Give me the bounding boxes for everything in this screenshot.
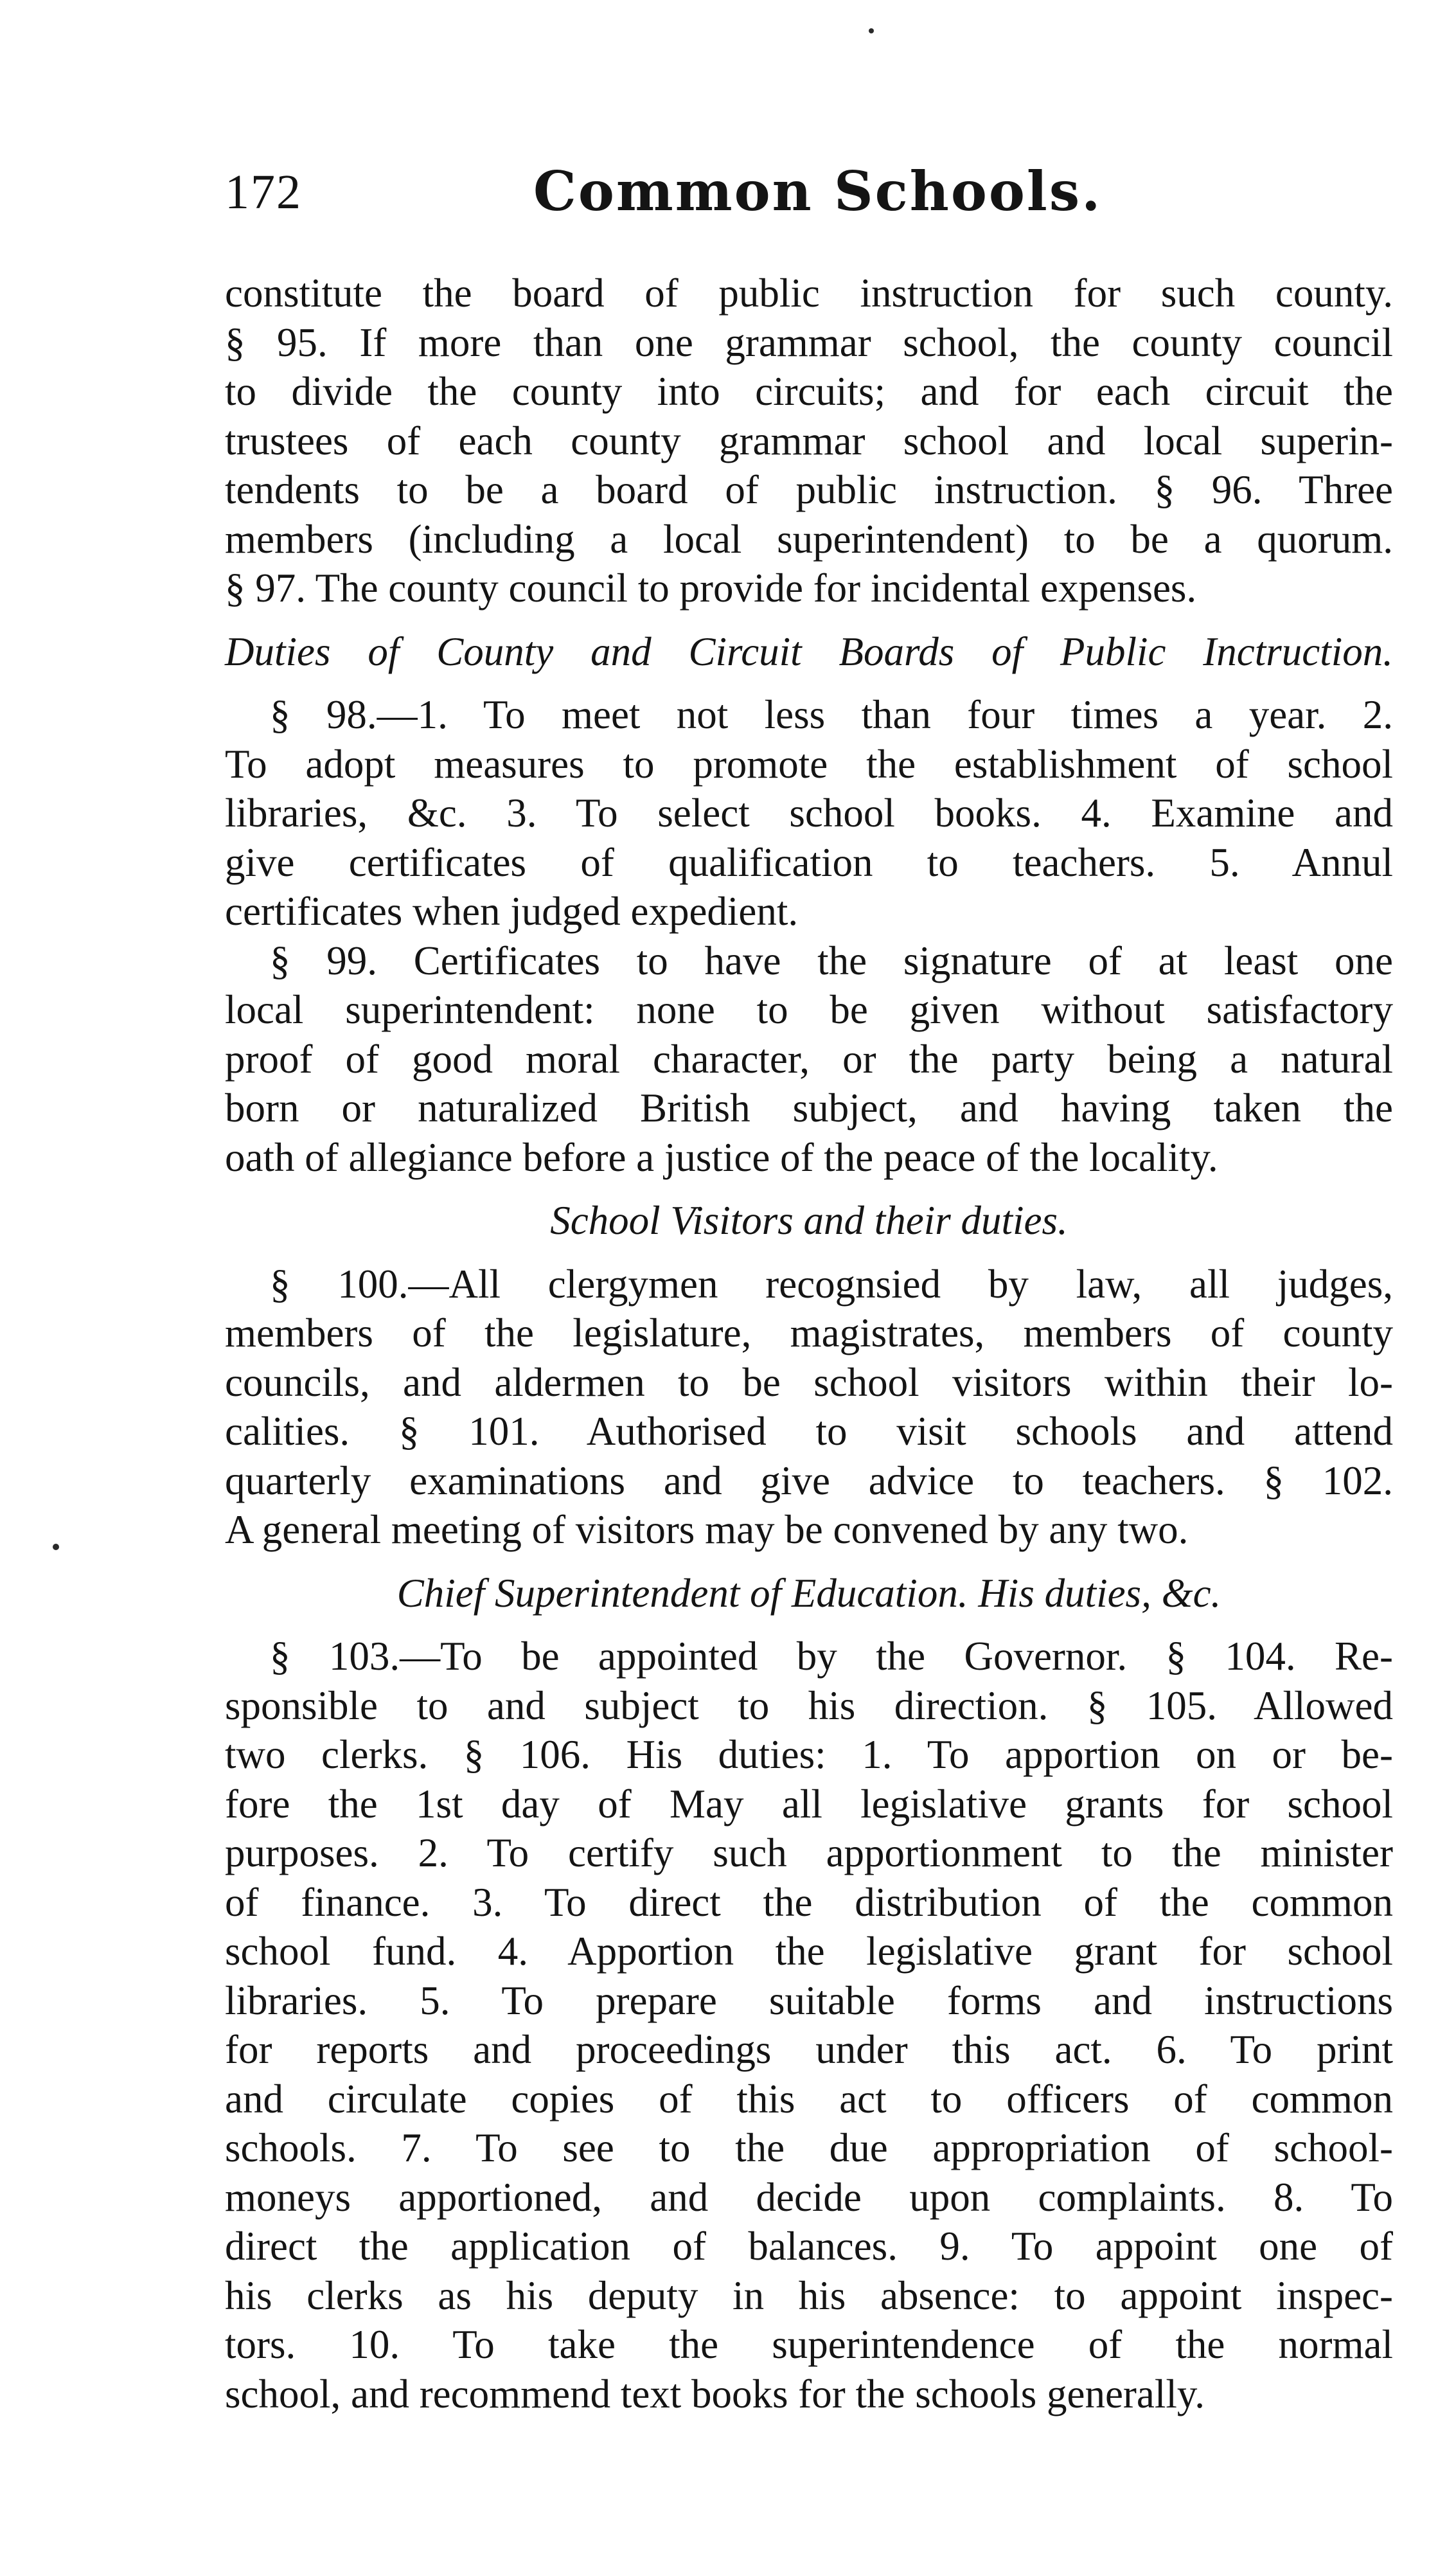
text-line: § 99. Certificates to have the signature of at least one <box>270 938 1393 983</box>
text-line: and circulate copies of this act to officers of common <box>225 2076 1393 2121</box>
text-line: § 97. The county council to provide for incidental expenses. <box>225 566 1197 611</box>
section <box>225 269 1393 613</box>
text-line: local superintendent: none to be given without satisfactory <box>225 987 1393 1032</box>
text-line: § 95. If more than one grammar school, the county council <box>225 319 1393 365</box>
text-line: proof of good moral character, or the party being a natural <box>225 1036 1393 1082</box>
section <box>225 1196 1393 1555</box>
text-line: oath of allegiance before a justice of the peace of the locality. <box>225 1134 1218 1180</box>
text-line: moneys apportioned, and decide upon complaints. 8. To <box>225 2174 1393 2220</box>
text-line: quarterly examinations and give advice to teachers. § 102. <box>225 1458 1393 1503</box>
paragraph <box>225 690 1393 936</box>
text-line: of finance. 3. To direct the distribution of the common <box>225 1879 1393 1925</box>
text-line: tors. 10. To take the superintendence of the normal <box>225 2322 1393 2367</box>
paragraph <box>225 936 1393 1183</box>
text-line: for reports and proceedings under this act. 6. To print <box>225 2027 1393 2072</box>
text-line: fore the 1st day of May all legislative grants for school <box>225 1781 1393 1826</box>
section-heading: Duties of County and Circuit Boards of Public Inctruction. <box>225 629 1393 674</box>
page-number: 172 <box>225 165 302 219</box>
text-line: purposes. 2. To certify such apportionment to the minister <box>225 1830 1393 1875</box>
text-line: members (including a local superintendent) to be a quorum. <box>225 516 1393 562</box>
paper-speck <box>53 1544 59 1550</box>
text-line: sponsible to and subject to his direction. § 105. Allowed <box>225 1683 1393 1728</box>
text-line: constitute the board of public instruction for such county. <box>225 271 1393 316</box>
paragraph <box>225 269 1393 613</box>
text-line: school fund. 4. Apportion the legislative grant for school <box>225 1929 1393 1974</box>
page-header <box>225 159 1393 235</box>
section-heading: School Visitors and their duties. <box>550 1198 1068 1243</box>
text-line: libraries, &c. 3. To select school books. 4. Examine and <box>225 790 1393 835</box>
text-line: give certificates of qualification to teachers. 5. Annul <box>225 839 1393 885</box>
text-line: certificates when judged expedient. <box>225 889 799 934</box>
section <box>225 1569 1393 2419</box>
text-line: direct the application of balances. 9. To appoint one of <box>225 2224 1393 2269</box>
text-line: § 100.—All clergymen recognsied by law, all judges, <box>270 1261 1393 1307</box>
text-line: two clerks. § 106. His duties: 1. To apportion on or be- <box>225 1732 1393 1777</box>
text-line: libraries. 5. To prepare suitable forms and instructions <box>225 1978 1393 2023</box>
text-line: school, and recommend text books for the schools generally. <box>225 2371 1205 2416</box>
text-line: calities. § 101. Authorised to visit schools and attend <box>225 1409 1393 1454</box>
text-line: trustees of each county grammar school and local superin- <box>225 418 1393 463</box>
text-line: his clerks as his deputy in his absence: to appoint inspec- <box>225 2273 1393 2318</box>
paper-speck <box>869 28 874 33</box>
text-line: schools. 7. To see to the due appropriation of school- <box>225 2125 1393 2170</box>
section-heading: Chief Superintendent of Education. His duties, &c. <box>396 1570 1221 1616</box>
paragraph <box>225 1632 1393 2418</box>
paragraph <box>225 1260 1393 1555</box>
text-line: A general meeting of visitors may be convened by any two. <box>225 1507 1189 1552</box>
section <box>225 627 1393 1183</box>
text-line: members of the legislature, magistrates, members of county <box>225 1310 1393 1355</box>
text-line: born or naturalized British subject, and having taken the <box>225 1085 1393 1130</box>
running-head: Common Schools. <box>533 159 1103 223</box>
text-line: To adopt measures to promote the establishment of school <box>225 741 1393 787</box>
text-line: councils, and aldermen to be school visitors within their lo- <box>225 1359 1393 1405</box>
text-line: to divide the county into circuits; and for each circuit the <box>225 369 1393 414</box>
text-line: tendents to be a board of public instruction. § 96. Three <box>225 467 1393 512</box>
body-text <box>225 269 1393 2418</box>
text-line: § 98.—1. To meet not less than four times a year. 2. <box>270 692 1393 737</box>
text-line: § 103.—To be appointed by the Governor. § 104. Re- <box>270 1634 1393 1679</box>
